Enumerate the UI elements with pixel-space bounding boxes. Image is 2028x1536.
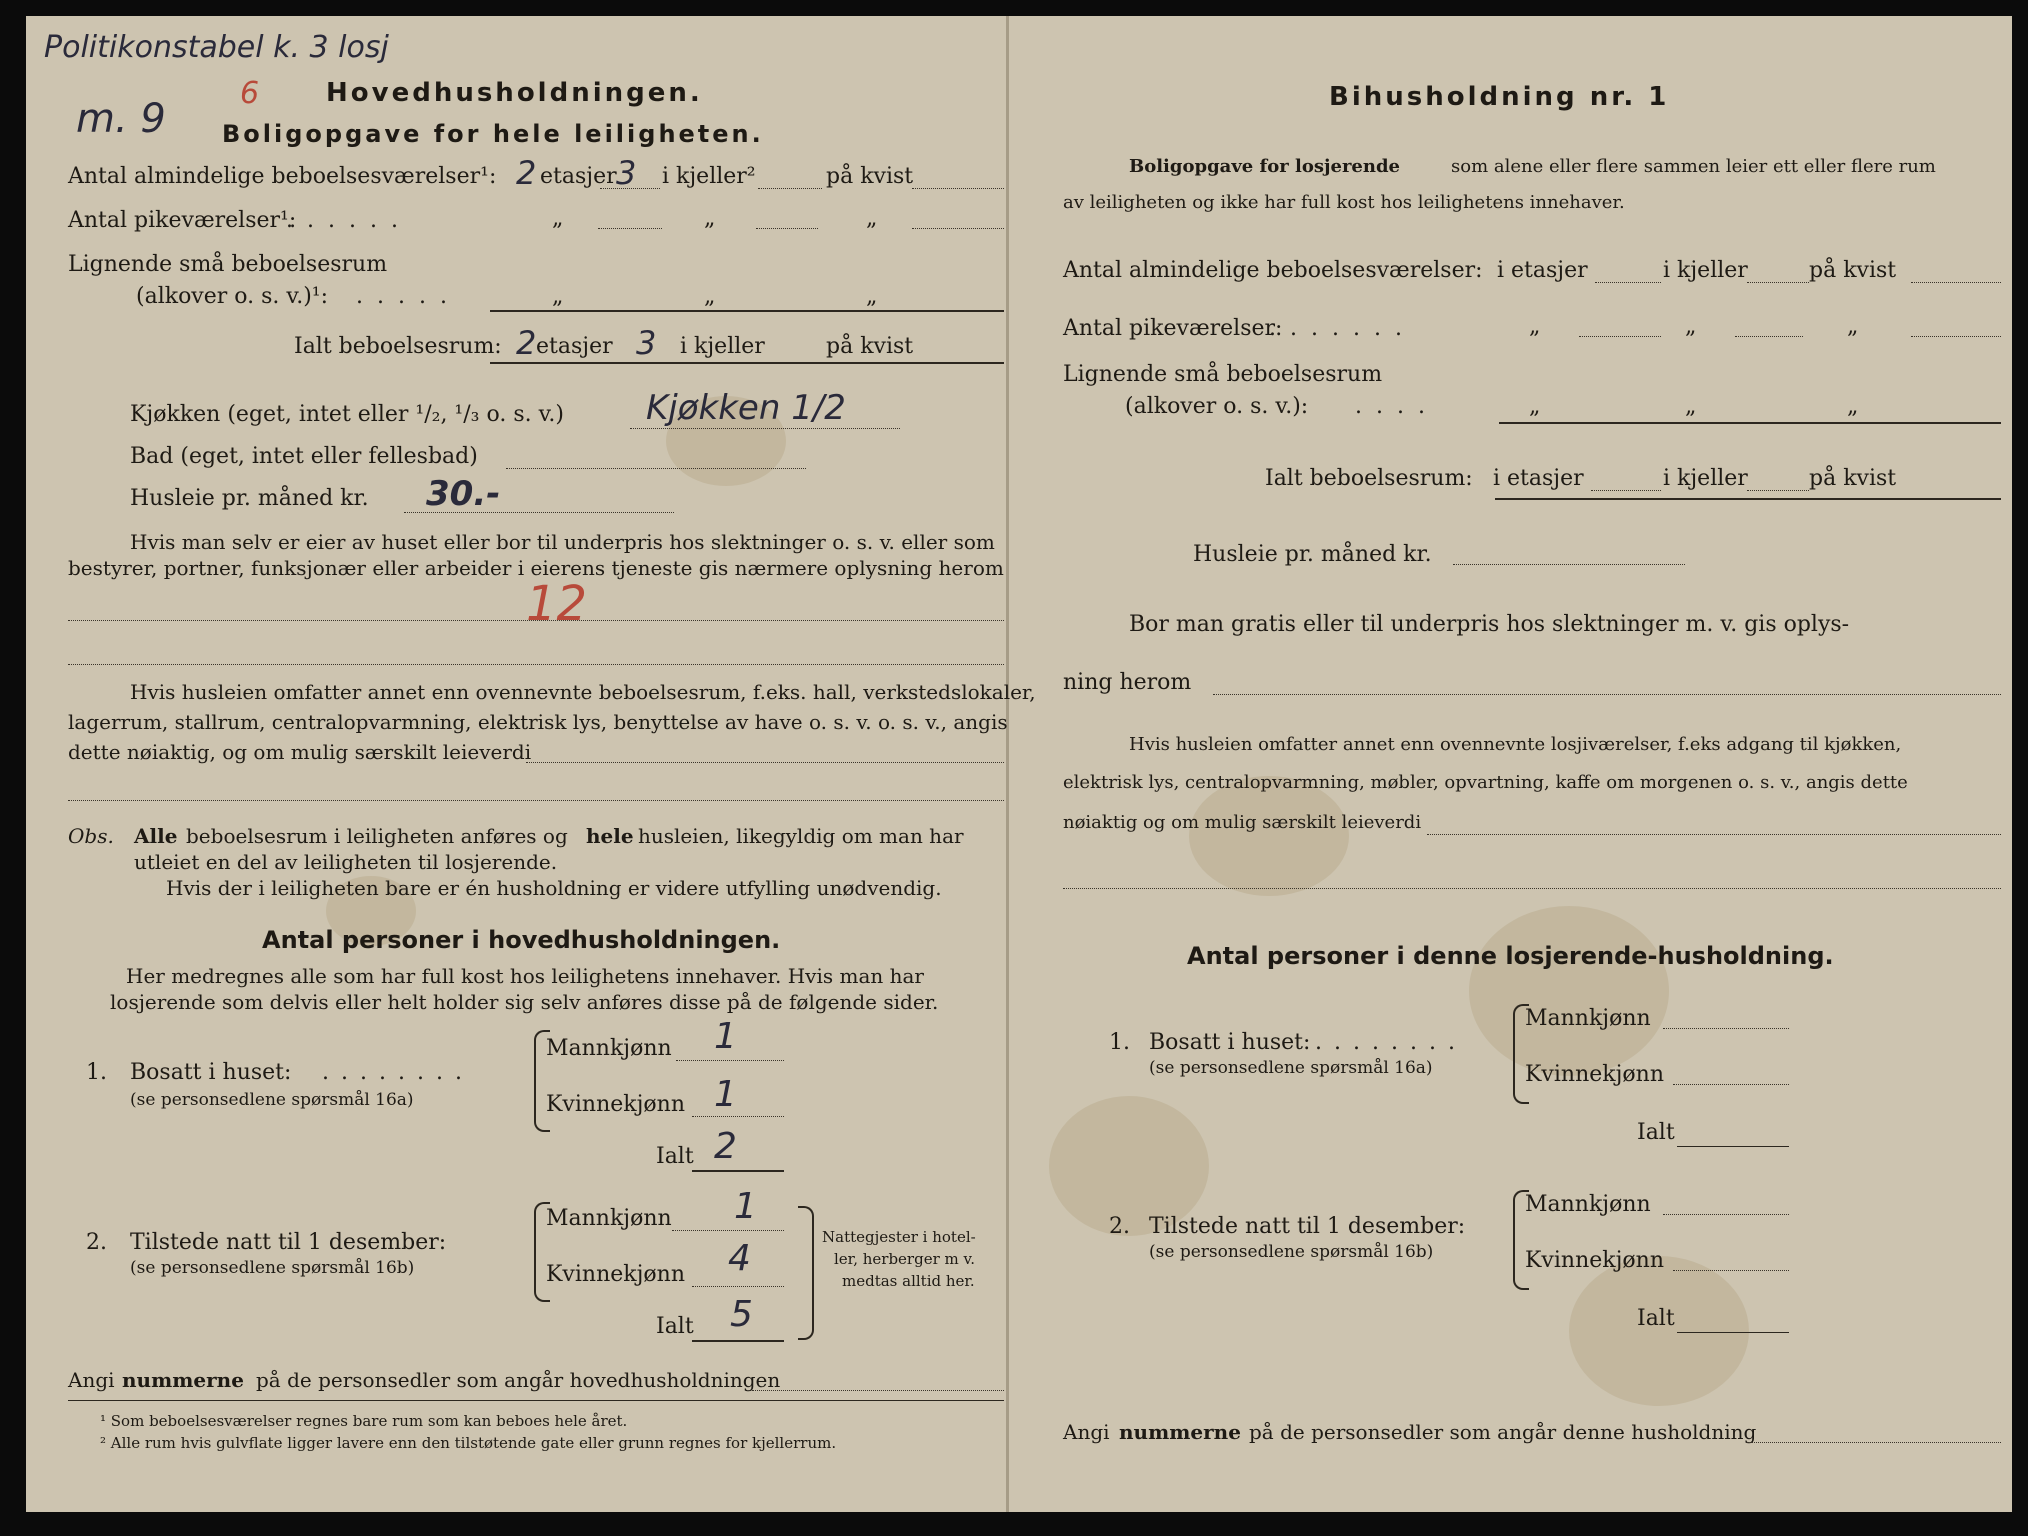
ditto-mark: „ xyxy=(1685,314,1697,339)
q1-label: Bosatt i huset: xyxy=(1149,1030,1311,1055)
right-page-bihusholdning: Bihusholdning nr. 1 Boligopgave for losjerende som alene eller flere sammen leier ett eller flere rum av leiligheten og ikke har full kost hos leilighetens innehaver. Antal almindelige beboelsesværelser: i etasjer i kjeller på kvist Antal pikeværelser: ....... „ „ „ Lignende små beboelsesrum (alkover o. s. v.): .... „ „ „ Ialt beboelsesrum: i etasjer i kjeller på kvist Husleie pr. måned kr. Bor man gratis eller til underpris hos slektninger m. v. gis oplys- ning herom Hvis husleien omfatter annet enn ovennevnte losjiværelser, f.eks adgang til kjøkken, elektrisk lys, centralopvarmning, møbler, opvartning, kaffe om morgenen o. s. v., angis dette nøiaktig og om mulig særskilt leieverdi Antal personer i denne losjerende-husholdning. 1. Bosatt i huset: ........ (se personsedlene spørsmål 16a) Mannkjønn Kvinnekjønn Ialt 2. Tilstede natt til 1 desember: (se personsedlene spørsmål 16b) Mannkjønn Kvinnekjønn Ialt Angi nummerne på de personsedler som angår denne husholdning xyxy=(1009,16,2012,1512)
row-lignende-sub: (alkover o. s. v.)¹: xyxy=(136,284,329,309)
q2-sub: (se personsedlene spørsmål 16b) xyxy=(1149,1242,1434,1262)
handwritten-ialt-kjeller: 3 xyxy=(636,324,657,362)
intro-line1: som alene eller flere sammen leier ett eller flere rum xyxy=(1451,156,1936,177)
ditto-mark: „ xyxy=(704,206,716,231)
handwritten-q2-kvinne: 4 xyxy=(728,1238,751,1279)
obs-hele: hele xyxy=(586,824,634,848)
label-etasjer: etasjer xyxy=(536,334,613,359)
q2-mann-label: Mannkjønn xyxy=(546,1206,672,1231)
q1-kvinne-label: Kvinnekjønn xyxy=(1525,1062,1664,1087)
omfatter-line2: elektrisk lys, centralopvarmning, møbler, opvartning, kaffe om morgenen o. s. v., angis dette xyxy=(1063,772,1908,793)
angi-label: Angi xyxy=(1063,1420,1110,1444)
obs-text1: beboelsesrum i leiligheten anføres og xyxy=(186,824,568,848)
handwritten-ialt-etasjer: 2 xyxy=(516,324,537,362)
label-kjeller: i kjeller xyxy=(680,334,765,359)
obs-line2: utleiet en del av leiligheten til losjerende. xyxy=(134,850,558,874)
handwritten-husleie: 30.- xyxy=(426,474,501,514)
row-husleie-label: Husleie pr. måned kr. xyxy=(1193,542,1432,567)
row-ialt-label: Ialt beboelsesrum: xyxy=(294,334,502,359)
handwritten-mark-m: m. 9 xyxy=(76,96,166,142)
q1-number: 1. xyxy=(1109,1030,1130,1055)
handwritten-q1-kvinne: 1 xyxy=(714,1074,737,1115)
gratis-line1: Bor man gratis eller til underpris hos slektninger m. v. gis oplys- xyxy=(1129,612,1850,637)
label-kjeller: i kjeller xyxy=(1663,258,1748,283)
antal-line1: Her medregnes alle som har full kost hos leilighetens innehaver. Hvis man har xyxy=(126,964,924,988)
obs-text2: husleien, likegyldig om man har xyxy=(638,824,964,848)
ditto-mark: „ xyxy=(552,284,564,309)
ditto-mark: „ xyxy=(704,284,716,309)
handwritten-etasjer: 2 xyxy=(516,154,537,192)
footnote-1: ¹ Som beboelsesværelser regnes bare rum som kan beboes hele året. xyxy=(100,1412,628,1430)
handwritten-q2-mann: 1 xyxy=(734,1186,757,1227)
handwritten-q1-ialt: 2 xyxy=(714,1126,737,1167)
row-pike-label: Antal pikeværelser: xyxy=(1063,316,1283,341)
handwritten-q2-ialt: 5 xyxy=(730,1294,753,1335)
angi-bold: nummerne xyxy=(122,1368,244,1392)
antal-line2: losjerende som delvis eller helt holder sig selv anføres disse på de følgende sider. xyxy=(110,990,939,1014)
ditto-mark: „ xyxy=(1529,314,1541,339)
q1-kvinne-label: Kvinnekjønn xyxy=(546,1092,685,1117)
page-subtitle: Boligopgave for hele leiligheten. xyxy=(222,120,764,148)
label-kjeller: i kjeller² xyxy=(662,164,756,189)
q2-kvinne-label: Kvinnekjønn xyxy=(1525,1248,1664,1273)
q2-ialt-label: Ialt xyxy=(1637,1306,1675,1331)
q1-sub: (se personsedlene spørsmål 16a) xyxy=(1149,1058,1433,1078)
q1-ialt-label: Ialt xyxy=(1637,1120,1675,1145)
q2-sub: (se personsedlene spørsmål 16b) xyxy=(130,1258,415,1278)
antal-heading: Antal personer i denne losjerende-husholdning. xyxy=(1187,942,1834,970)
angi-text: på de personsedler som angår denne husholdning xyxy=(1249,1420,1757,1444)
gratis-line2: ning herom xyxy=(1063,670,1192,695)
row-lignende-label: Lignende små beboelsesrum xyxy=(1063,362,1383,387)
angi-label: Angi xyxy=(68,1368,115,1392)
ditto-mark: „ xyxy=(1847,394,1859,419)
row-ialt-label: Ialt beboelsesrum: xyxy=(1265,466,1473,491)
antal-heading: Antal personer i hovedhusholdningen. xyxy=(262,926,781,954)
row-lignende-label: Lignende små beboelsesrum xyxy=(68,252,388,277)
omfatter-line2: lagerrum, stallrum, centralopvarmning, elektrisk lys, benyttelse av have o. s. v. o. s. v., angis xyxy=(68,710,1008,734)
handwritten-q1-mann: 1 xyxy=(714,1016,737,1057)
label-kvist: på kvist xyxy=(1809,258,1897,283)
q2-label: Tilstede natt til 1 desember: xyxy=(130,1230,447,1255)
nattegjester-line3: medtas alltid her. xyxy=(842,1272,975,1290)
obs-alle: Alle xyxy=(134,824,178,848)
eier-text-line1: Hvis man selv er eier av huset eller bor til underpris hos slektninger o. s. v. eller som xyxy=(130,530,995,554)
label-kvist: på kvist xyxy=(826,164,914,189)
angi-text: på de personsedler som angår hovedhusholdningen xyxy=(256,1368,781,1392)
q2-label: Tilstede natt til 1 desember: xyxy=(1149,1214,1466,1239)
handwritten-kjokken: Kjøkken 1/2 xyxy=(646,388,846,428)
q1-sub: (se personsedlene spørsmål 16a) xyxy=(130,1090,414,1110)
obs-line3: Hvis der i leiligheten bare er én husholdning er videre utfylling unødvendig. xyxy=(166,876,942,900)
handwritten-red-mark: 6 xyxy=(240,76,260,111)
obs-label: Obs. xyxy=(68,824,114,848)
handwritten-kjeller: 3 xyxy=(616,154,637,192)
q2-number: 2. xyxy=(1109,1214,1130,1239)
label-kjeller: i kjeller xyxy=(1663,466,1748,491)
eier-text-line2: bestyrer, portner, funksjonær eller arbeider i eierens tjeneste gis nærmere oplysning herom xyxy=(68,556,1004,580)
intro-line2: av leiligheten og ikke har full kost hos leilighetens innehaver. xyxy=(1063,192,1625,213)
q1-label: Bosatt i huset: xyxy=(130,1060,292,1085)
left-page-hovedhusholdning: Politikonstabel k. 3 losj m. 9 6 Hovedhusholdningen. Boligopgave for hele leiligheten. Antal almindelige beboelsesværelser¹: 2 etasjer 3 i kjeller² på kvist Antal pikeværelser¹: ...... „ „ „ Lignende små beboelsesrum (alkover o. s. v.)¹: ..... „ „ „ Ialt beboelsesrum: 2 etasjer 3 i kjeller på kvist Kjøkken (eget, intet eller ¹/₂, ¹/₃ o. s. v.) Kjøkken 1/2 Bad (eget, intet eller fellesbad) Husleie pr. måned kr. 30.- Hvis man selv er eier av huset eller bor til underpris hos slektninger o. s. v. eller som bestyrer, portner, funksjonær eller arbeider i eierens tjeneste gis nærmere oplysning herom 12 Hvis husleien omfatter annet enn ovennevnte beboelsesrum, f.eks. hall, verkstedslokaler, lagerrum, stallrum, centralopvarmning, elektrisk lys, benyttelse av have o. s. v. o. s. v., angis dette nøiaktig, og om mulig særskilt leieverdi Obs. Alle beboelsesrum i leiligheten anføres og hele husleien, likegyldig om man har utleiet en del av leiligheten til losjerende. Hvis der i leiligheten bare er én husholdning er videre utfylling unødvendig. Antal personer i hovedhusholdningen. Her medregnes alle som har full kost hos leilighetens innehaver. Hvis man har losjerende som delvis eller helt holder sig selv anføres disse på de følgende sider. 1. Bosatt i huset: ........ (se personsedlene spørsmål 16a) Mannkjønn 1 Kvinnekjønn 1 Ialt 2 2. Tilstede natt til 1 desember: (se personsedlene spørsmål 16b) Mannkjønn 1 Kvinnekjønn 4 Ialt 5 Nattegjester i hotel- ler, herberger m v. medtas alltid her. Angi nummerne på de personsedler som angår hovedhusholdningen ¹ Som beboelsesværelser regnes bare rum som kan beboes hele året. ² Alle rum hvis gulvflate ligger lavere enn den tilstøtende gate eller grunn regnes for kjellerrum. xyxy=(44,30,1036,1452)
row-almindelige-label: Antal almindelige beboelsesværelser¹: xyxy=(68,164,497,189)
q1-mann-label: Mannkjønn xyxy=(1525,1006,1651,1031)
omfatter-line1: Hvis husleien omfatter annet enn ovennevnte losjiværelser, f.eks adgang til kjøkken, xyxy=(1129,734,1902,755)
label-etasjer: etasjer xyxy=(540,164,617,189)
label-kvist: på kvist xyxy=(1809,466,1897,491)
footnote-2: ² Alle rum hvis gulvflate ligger lavere enn den tilstøtende gate eller grunn regnes for kjellerrum. xyxy=(100,1434,837,1452)
omfatter-line3: nøiaktig og om mulig særskilt leieverdi xyxy=(1063,812,1422,833)
ditto-mark: „ xyxy=(1529,394,1541,419)
q2-ialt-label: Ialt xyxy=(656,1314,694,1339)
ditto-mark: „ xyxy=(1847,314,1859,339)
q2-number: 2. xyxy=(86,1230,107,1255)
q1-number: 1. xyxy=(86,1060,107,1085)
intro-bold: Boligopgave for losjerende xyxy=(1129,156,1401,177)
q2-kvinne-label: Kvinnekjønn xyxy=(546,1262,685,1287)
nattegjester-line2: ler, herberger m v. xyxy=(834,1250,975,1268)
handwritten-header-note: Politikonstabel k. 3 losj xyxy=(44,30,389,65)
row-lignende-sub: (alkover o. s. v.): xyxy=(1125,394,1309,419)
label-kvist: på kvist xyxy=(826,334,914,359)
row-bad-label: Bad (eget, intet eller fellesbad) xyxy=(130,444,478,469)
ditto-mark: „ xyxy=(866,284,878,309)
row-husleie-label: Husleie pr. måned kr. xyxy=(130,486,369,511)
ditto-mark: „ xyxy=(866,206,878,231)
row-pike-label: Antal pikeværelser¹: xyxy=(68,208,297,233)
ditto-mark: „ xyxy=(1685,394,1697,419)
omfatter-line3: dette nøiaktig, og om mulig særskilt leieverdi xyxy=(68,740,532,764)
page-title: Bihusholdning nr. 1 xyxy=(1329,82,1670,112)
ditto-mark: „ xyxy=(552,206,564,231)
omfatter-line1: Hvis husleien omfatter annet enn ovennevnte beboelsesrum, f.eks. hall, verkstedslokaler, xyxy=(130,680,1036,704)
angi-bold: nummerne xyxy=(1119,1420,1241,1444)
q1-mann-label: Mannkjønn xyxy=(546,1036,672,1061)
page-title: Hovedhusholdningen. xyxy=(326,78,703,108)
q1-ialt-label: Ialt xyxy=(656,1144,694,1169)
handwritten-red-note: 12 xyxy=(526,576,588,632)
nattegjester-line1: Nattegjester i hotel- xyxy=(822,1228,976,1246)
q2-mann-label: Mannkjønn xyxy=(1525,1192,1651,1217)
row-almindelige-label: Antal almindelige beboelsesværelser: xyxy=(1063,258,1483,283)
row-kjokken-label: Kjøkken (eget, intet eller ¹/₂, ¹/₃ o. s. v.) xyxy=(130,402,564,427)
label-etasjer: i etasjer xyxy=(1497,258,1588,283)
label-etasjer: i etasjer xyxy=(1493,466,1584,491)
